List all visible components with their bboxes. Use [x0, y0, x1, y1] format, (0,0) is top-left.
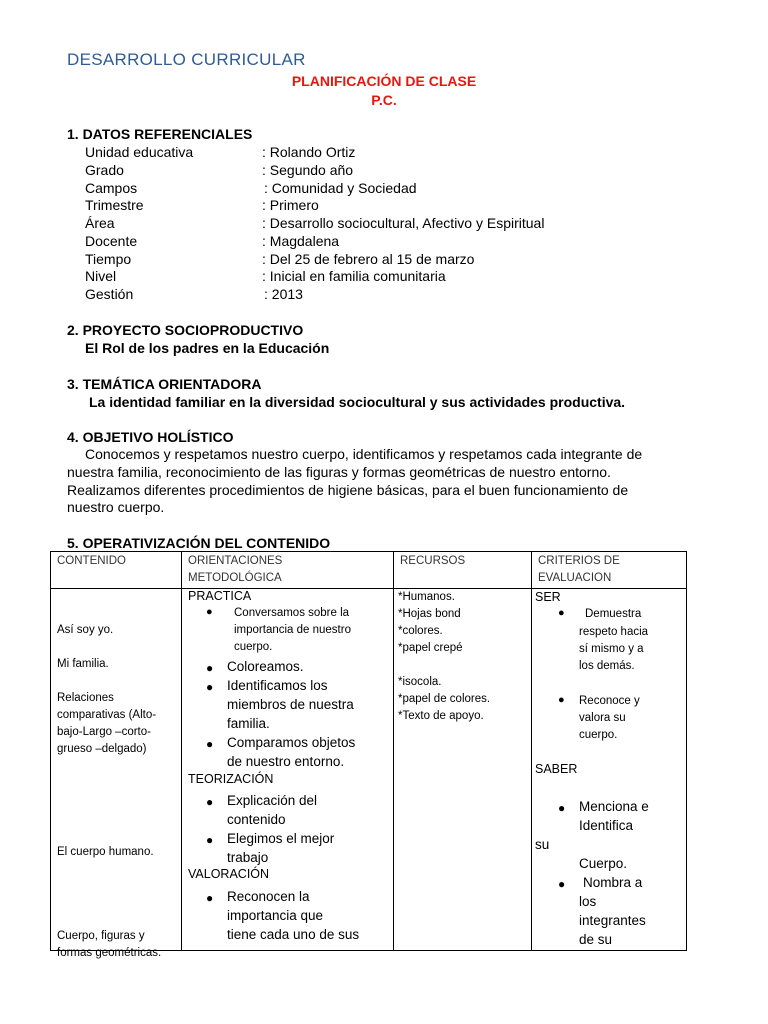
orientacion-line: miembros de nuestra — [227, 697, 354, 712]
field-value: : Comunidad y Sociedad — [264, 180, 417, 196]
criterio-line: Identifica — [579, 818, 634, 833]
saber-label: SABER — [535, 762, 578, 776]
criterio-line: cuerpo. — [579, 729, 618, 741]
operativizacion-table — [50, 551, 687, 959]
section-1-heading: 1. DATOS REFERENCIALES — [67, 126, 253, 142]
contenido-item: Mi familia. — [57, 658, 109, 670]
field-value: : Inicial en familia comunitaria — [262, 268, 446, 284]
objective-line: Realizamos diferentes procedimientos de higiene básicas, para el buen funcionamiento de — [67, 482, 629, 498]
bullet-icon: ● — [558, 877, 566, 891]
recurso-item: *Texto de apoyo. — [398, 710, 484, 722]
cell-criterios — [532, 589, 687, 951]
contenido-item: formas geométricas. — [57, 947, 162, 959]
section-2-heading: 2. PROYECTO SOCIOPRODUCTIVO — [67, 322, 304, 338]
field-label: Campos — [85, 180, 138, 196]
field-label: Tiempo — [85, 251, 132, 267]
recurso-item: *papel crepé — [398, 642, 463, 654]
field-value: : Rolando Ortiz — [262, 144, 356, 160]
header-orientaciones: ORIENTACIONES METODOLÓGICA — [182, 552, 394, 589]
practica-label: PRACTICA — [188, 589, 252, 603]
field-value: : Segundo año — [262, 162, 354, 178]
valoracion-label: VALORACIÓN — [188, 867, 270, 881]
orientacion-line: tiene cada uno de sus — [227, 927, 360, 942]
bullet-icon: ● — [206, 795, 214, 809]
teorizacion-label: TEORIZACIÓN — [188, 772, 274, 786]
bullet-icon: ● — [206, 680, 214, 694]
bullet-icon: ● — [206, 661, 214, 675]
recurso-item: *papel de colores. — [398, 693, 491, 705]
bullet-icon: ● — [558, 801, 566, 815]
orientacion-line: Reconocen la — [227, 889, 310, 904]
orientacion-line: Identificamos los — [227, 678, 328, 693]
criterio-line: Nombra a — [583, 875, 643, 890]
bullet-icon: ● — [206, 606, 213, 618]
recurso-item: *Hojas bond — [398, 608, 461, 620]
orientacion-line: cuerpo. — [234, 641, 273, 653]
bullet-icon: ● — [558, 607, 565, 619]
criterio-line: Menciona e — [579, 799, 649, 814]
criterio-line: valora su — [579, 712, 626, 724]
bullet-icon: ● — [206, 737, 214, 751]
objective-line: nuestro cuerpo. — [67, 499, 165, 515]
field-label: Nivel — [85, 268, 117, 284]
section-2-text: El Rol de los padres en la Educación — [85, 340, 330, 356]
orientacion-line: contenido — [227, 812, 286, 827]
orientacion-line: Explicación del — [227, 793, 318, 808]
field-label: Grado — [85, 162, 124, 178]
recurso-item: *Humanos. — [398, 591, 455, 603]
header-criterios: CRITERIOS DE EVALUACION — [532, 552, 687, 589]
contenido-item: Así soy yo. — [57, 624, 114, 636]
document-title: PLANIFICACIÓN DE CLASE — [291, 73, 477, 89]
field-value: : Primero — [262, 197, 319, 213]
orientacion-line: Conversamos sobre la — [234, 607, 350, 619]
contenido-item: El cuerpo humano. — [57, 846, 154, 858]
orientacion-line: Elegimos el mejor — [227, 831, 335, 846]
criterio-line: de su — [579, 932, 613, 947]
section-5-heading: 5. OPERATIVIZACIÓN DEL CONTENIDO — [67, 535, 331, 551]
cell-contenido — [51, 589, 182, 959]
field-label: Trimestre — [85, 197, 144, 213]
criterio-line: respeto hacia — [579, 626, 649, 638]
contenido-item: bajo-Largo –corto- — [57, 726, 151, 738]
orientacion-line: importancia que — [227, 908, 324, 923]
cell-recursos — [394, 589, 532, 951]
objective-line: Conocemos y respetamos nuestro cuerpo, identificamos y respetamos cada integrante de — [85, 446, 643, 462]
field-label: Unidad educativa — [85, 144, 194, 160]
contenido-item: Relaciones — [57, 692, 114, 704]
orientacion-line: importancia de nuestro — [234, 624, 351, 636]
orientacion-line: familia. — [227, 716, 270, 731]
contenido-item: grueso –delgado) — [57, 743, 147, 755]
document-subtitle: P.C. — [371, 92, 397, 108]
ser-label: SER — [535, 590, 561, 604]
header-recursos: RECURSOS — [394, 552, 532, 589]
section-3-heading: 3. TEMÁTICA ORIENTADORA — [67, 376, 262, 392]
criterio-line: los demás. — [579, 660, 635, 672]
field-label: Área — [85, 215, 115, 231]
criterio-line: los — [579, 894, 597, 909]
field-label: Gestión — [85, 286, 134, 302]
field-value: : Magdalena — [262, 233, 340, 249]
criterio-line: sí mismo y a — [579, 643, 644, 655]
field-value: : Desarrollo sociocultural, Afectivo y Espiritual — [262, 215, 545, 231]
section-3-text: La identidad familiar en la diversidad sociocultural y sus actividades productiva. — [89, 394, 626, 410]
criterio-line: integrantes — [579, 913, 646, 928]
criterio-line: Cuerpo. — [579, 856, 628, 871]
document-header: DESARROLLO CURRICULAR — [67, 50, 306, 69]
contenido-item: Cuerpo, figuras y — [57, 930, 145, 942]
contenido-item: comparativas (Alto- — [57, 709, 157, 721]
orientacion-line: de nuestro entorno. — [227, 754, 345, 769]
bullet-icon: ● — [206, 833, 214, 847]
orientacion-line: Comparamos objetos — [227, 735, 356, 750]
criterio-line: Reconoce y — [579, 695, 640, 707]
criterio-line: Demuestra — [585, 608, 642, 620]
section-4-heading: 4. OBJETIVO HOLÍSTICO — [67, 429, 234, 445]
objective-line: nuestra familia, reconocimiento de las figuras y formas geométricas de nuestro entorno. — [67, 464, 611, 480]
field-value: : 2013 — [264, 286, 303, 302]
criterio-line: su — [535, 837, 550, 852]
field-value: : Del 25 de febrero al 15 de marzo — [262, 251, 475, 267]
bullet-icon: ● — [558, 694, 565, 706]
header-contenido: CONTENIDO — [51, 552, 182, 589]
recurso-item: *colores. — [398, 625, 443, 637]
field-label: Docente — [85, 233, 138, 249]
cell-orientaciones — [182, 589, 394, 951]
recurso-item: *isocola. — [398, 676, 442, 688]
orientacion-line: Coloreamos. — [227, 659, 304, 674]
orientacion-line: trabajo — [227, 850, 269, 865]
bullet-icon: ● — [206, 891, 214, 905]
